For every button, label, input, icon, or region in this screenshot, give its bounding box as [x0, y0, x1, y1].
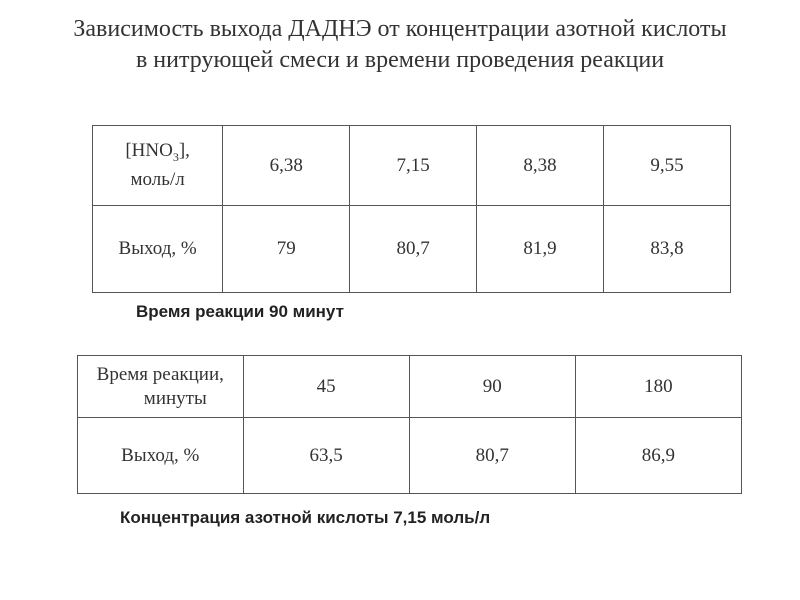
concentration-cell: 6,38	[223, 126, 350, 206]
table-row	[93, 126, 731, 206]
yield-cell: 86,9	[575, 418, 741, 494]
time-header-line1: Время реакции,	[96, 363, 224, 385]
acid-concentration-note: Концентрация азотной кислоты 7,15 моль/л	[120, 508, 491, 527]
concentration-header-unit: моль/л	[130, 169, 185, 191]
time-cell: 180	[575, 356, 741, 418]
time-cell: 45	[243, 356, 409, 418]
yield-cell: 63,5	[243, 418, 409, 494]
table-row	[78, 356, 742, 418]
yield-cell: 83,8	[604, 206, 731, 293]
time-cell: 90	[409, 356, 575, 418]
yield-header-cell: Выход, %	[93, 206, 223, 293]
concentration-cell: 8,38	[477, 126, 604, 206]
yield-header-cell: Выход, %	[78, 418, 244, 494]
time-header-cell	[78, 356, 244, 418]
slide-title	[0, 14, 800, 76]
concentration-header-part2: ],	[178, 139, 190, 161]
table-row	[93, 206, 731, 293]
yield-cell: 80,7	[409, 418, 575, 494]
table-row	[78, 418, 742, 494]
title-line-1: Зависимость выхода ДАДНЭ от концентрации азотной кислоты	[73, 16, 727, 42]
reaction-time-note: Время реакции 90 минут	[136, 302, 344, 321]
concentration-header-cell	[93, 126, 223, 206]
time-header-line2: минуты	[143, 387, 207, 409]
concentration-yield-table	[92, 125, 731, 293]
time-yield-table	[77, 355, 742, 494]
title-line-2: в нитрующей смеси и времени проведения реакции	[135, 47, 665, 73]
concentration-cell: 7,15	[350, 126, 477, 206]
yield-cell: 81,9	[477, 206, 604, 293]
concentration-header-part1: [HNO	[125, 139, 173, 161]
yield-cell: 79	[223, 206, 350, 293]
concentration-header-subscript: 3	[172, 149, 179, 164]
yield-cell: 80,7	[350, 206, 477, 293]
concentration-cell: 9,55	[604, 126, 731, 206]
